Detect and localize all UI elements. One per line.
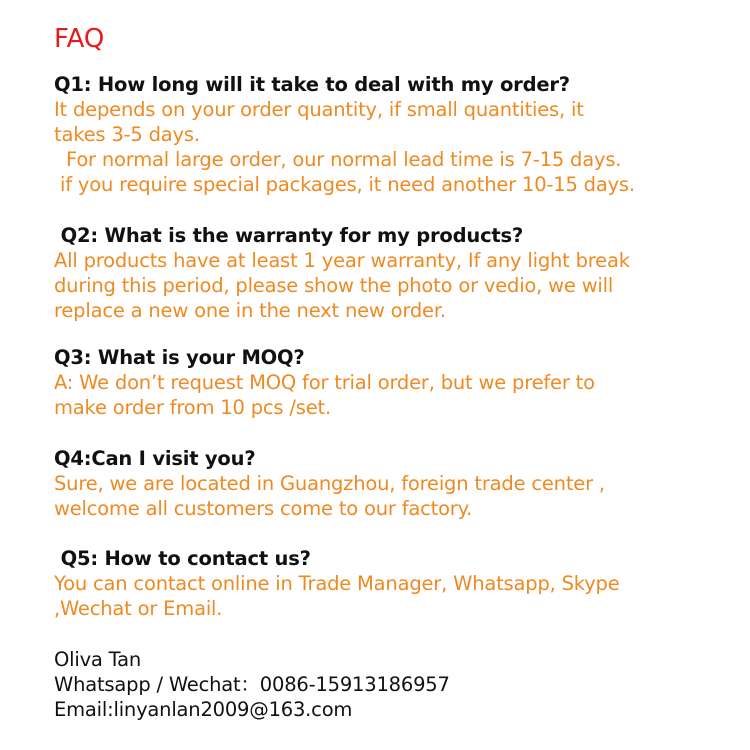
question-5: Q5: How to contact us? — [54, 547, 311, 570]
answer-1-line-3: For normal large order, our normal lead time is 7-15 days. — [54, 148, 622, 171]
contact-email: Email:linyanlan2009@163.com — [54, 698, 353, 721]
faq-item-4 — [0, 446, 750, 521]
faq-item-1 — [0, 72, 750, 197]
faq-item-5 — [0, 546, 750, 621]
question-4: Q4:Can I visit you? — [54, 447, 256, 470]
answer-1-line-4: if you require special packages, it need another 10-15 days. — [54, 173, 635, 196]
answer-1-line-1: It depends on your order quantity, if small quantities, it — [54, 98, 584, 121]
contact-name: Oliva Tan — [54, 648, 142, 671]
answer-3-line-1: A: We don’t request MOQ for trial order, but we prefer to — [54, 371, 595, 394]
question-1: Q1: How long will it take to deal with my order? — [54, 73, 570, 96]
contact-whatsapp: Whatsapp / Wechat：0086-15913186957 — [54, 673, 450, 696]
question-2: Q2: What is the warranty for my products? — [54, 224, 524, 247]
answer-5-line-2: ,Wechat or Email. — [54, 597, 223, 620]
faq-item-3 — [0, 345, 750, 420]
answer-4-line-2: welcome all customers come to our factory. — [54, 497, 473, 520]
answer-3-line-2: make order from 10 pcs /set. — [54, 396, 331, 419]
answer-1-line-2: takes 3-5 days. — [54, 123, 200, 146]
contact-block — [0, 647, 750, 722]
answer-4-line-1: Sure, we are located in Guangzhou, foreign trade center , — [54, 472, 605, 495]
answer-2-line-3: replace a new one in the next new order. — [54, 299, 446, 322]
answer-5-line-1: You can contact online in Trade Manager, Whatsapp, Skype — [54, 572, 620, 595]
answer-2-line-1: All products have at least 1 year warranty, If any light break — [54, 249, 630, 272]
answer-2-line-2: during this period, please show the photo or vedio, we will — [54, 274, 614, 297]
page-title: FAQ — [54, 24, 105, 54]
faq-item-2 — [0, 223, 750, 323]
question-3: Q3: What is your MOQ? — [54, 346, 305, 369]
